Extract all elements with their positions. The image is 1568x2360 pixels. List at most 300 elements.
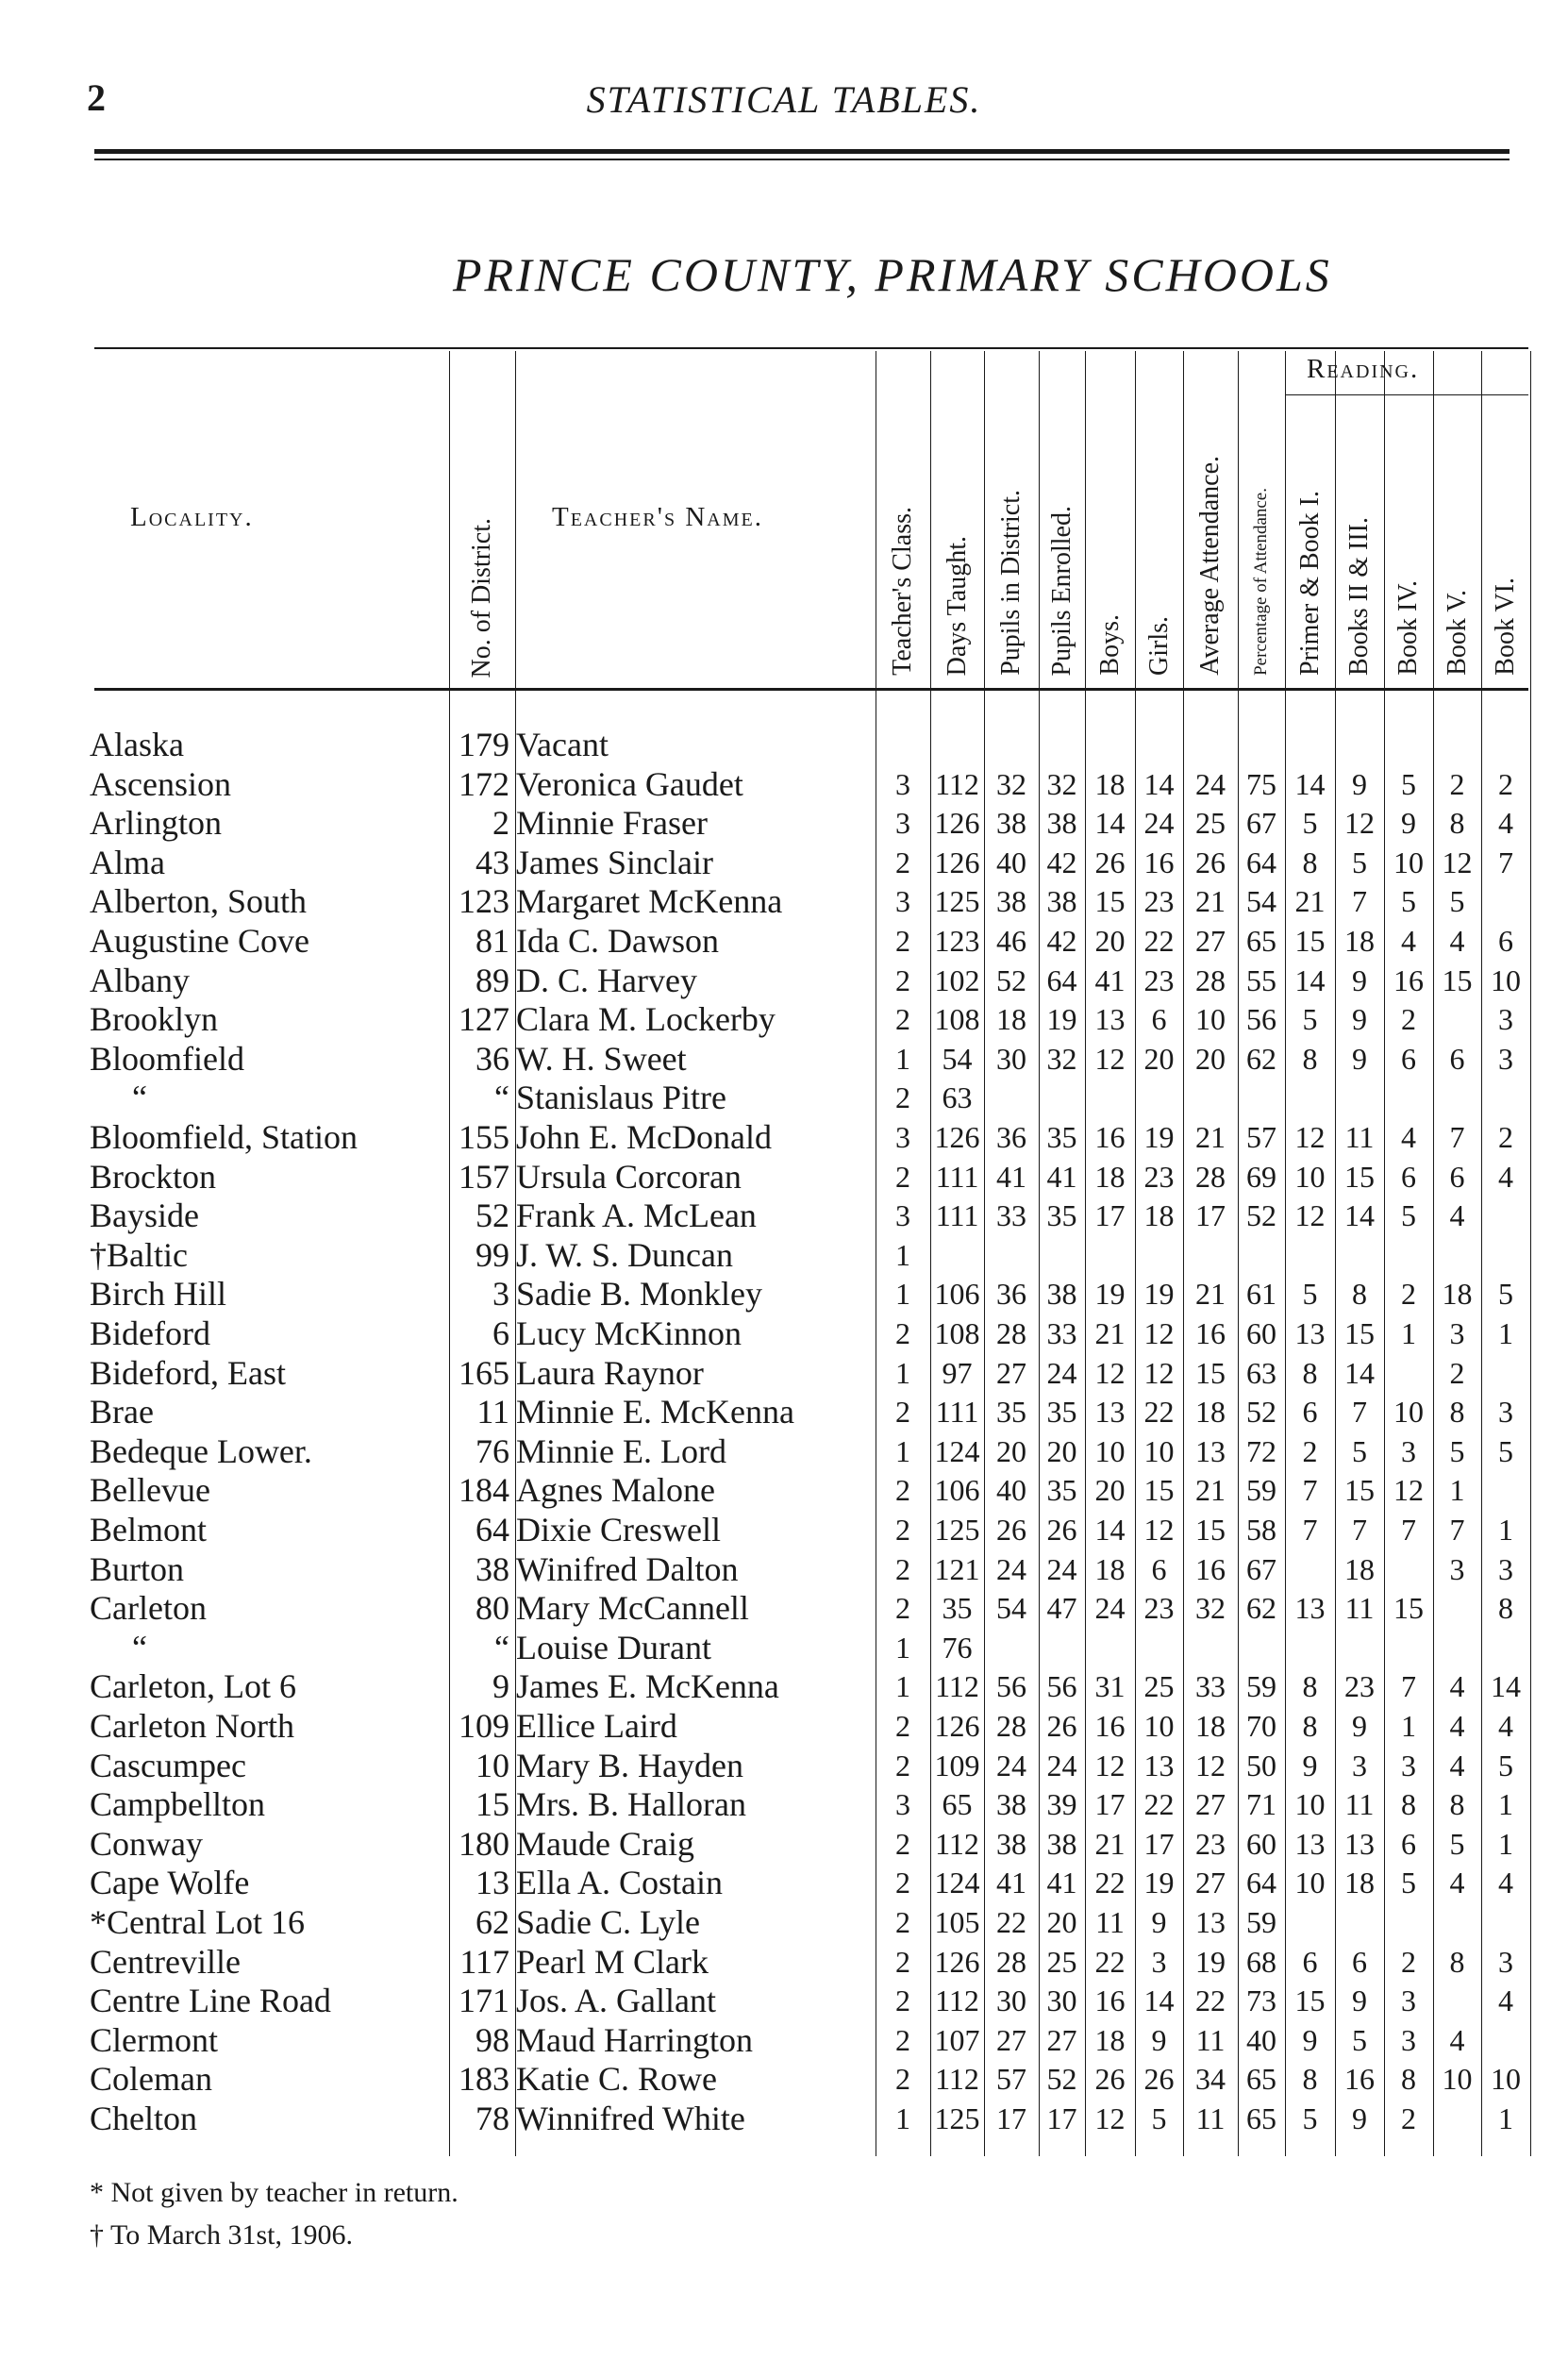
value-cell: 41 <box>1094 962 1126 997</box>
value-cell: 105 <box>934 1905 980 1939</box>
value-cell: 4 <box>1449 1669 1465 1704</box>
value-cell: 21 <box>1294 884 1326 919</box>
value-cell: 26 <box>1094 2062 1126 2097</box>
value-cell: 17 <box>1143 1826 1175 1861</box>
value-cell: 15 <box>1195 1513 1226 1547</box>
teacher-name-cell: Minnie Fraser <box>516 804 708 843</box>
table-row <box>0 765 1568 805</box>
header-col-12: Book VI. <box>1491 577 1520 676</box>
value-cell: 22 <box>996 1905 1026 1939</box>
locality-cell: Bellevue <box>90 1471 210 1510</box>
teacher-name-cell: Ursula Corcoran <box>516 1157 742 1196</box>
value-cell: 10 <box>1393 845 1424 879</box>
value-cell: 8 <box>1449 1395 1465 1430</box>
teacher-name-cell: Maud Harrington <box>516 2020 753 2059</box>
value-cell: 26 <box>1143 2062 1175 2097</box>
district-cell: 165 <box>459 1353 509 1392</box>
value-cell: 3 <box>1401 1748 1416 1783</box>
locality-cell: Carleton, Lot 6 <box>90 1667 296 1706</box>
value-cell: 19 <box>1143 1277 1175 1312</box>
district-cell: “ <box>494 1079 509 1117</box>
value-cell: 3 <box>1401 1433 1416 1468</box>
teacher-name-cell: W. H. Sweet <box>516 1039 687 1078</box>
value-cell: 21 <box>1094 1826 1126 1861</box>
locality-cell: Albany <box>90 961 190 999</box>
locality-cell: Carleton North <box>90 1707 294 1745</box>
value-cell: 40 <box>996 1473 1026 1508</box>
value-cell: 16 <box>1094 1709 1126 1743</box>
value-cell: 32 <box>996 766 1026 801</box>
header-col-11: Book V. <box>1442 590 1472 676</box>
value-cell: 28 <box>996 1709 1026 1743</box>
value-cell: 30 <box>1046 1983 1077 2018</box>
district-cell: 52 <box>475 1197 509 1235</box>
value-cell: 2 <box>895 924 910 958</box>
locality-cell: Bideford, East <box>90 1353 286 1392</box>
district-cell: 123 <box>459 882 509 921</box>
value-cell: 3 <box>1401 2022 1416 2057</box>
locality-cell: Conway <box>90 1824 203 1863</box>
value-cell: 1 <box>1498 1826 1513 1861</box>
table-row <box>0 2100 1568 2139</box>
value-cell: 5 <box>1302 1277 1318 1312</box>
value-cell: 24 <box>1143 806 1175 841</box>
value-cell: 7 <box>1401 1513 1416 1547</box>
value-cell: 4 <box>1498 1709 1513 1743</box>
table-row <box>0 1589 1568 1629</box>
district-cell: “ <box>494 1628 509 1666</box>
value-cell: 14 <box>1143 766 1175 801</box>
teacher-name-cell: J. W. S. Duncan <box>516 1235 734 1274</box>
value-cell: 5 <box>1401 1198 1416 1233</box>
value-cell: 12 <box>1393 1473 1424 1508</box>
value-cell: 42 <box>1046 924 1077 958</box>
value-cell: 12 <box>1143 1513 1175 1547</box>
top-rule-thin <box>94 159 1510 160</box>
value-cell: 22 <box>1094 1944 1126 1979</box>
locality-cell: Clermont <box>90 2020 218 2059</box>
value-cell: 15 <box>1294 924 1326 958</box>
value-cell: 13 <box>1294 1826 1326 1861</box>
locality-cell: Alma <box>90 843 165 881</box>
value-cell: 19 <box>1195 1944 1226 1979</box>
value-cell: 2 <box>895 1591 910 1626</box>
value-cell: 9 <box>1302 2022 1318 2057</box>
value-cell: 70 <box>1246 1709 1276 1743</box>
value-cell: 39 <box>1046 1787 1077 1822</box>
district-cell: 36 <box>475 1039 509 1078</box>
value-cell: 9 <box>1352 766 1367 801</box>
table-row <box>0 1747 1568 1786</box>
value-cell: 125 <box>934 884 980 919</box>
value-cell: 23 <box>1143 884 1175 919</box>
value-cell: 111 <box>935 1198 979 1233</box>
value-cell: 5 <box>1498 1748 1513 1783</box>
table-row <box>0 726 1568 765</box>
table-row <box>0 1825 1568 1865</box>
value-cell: 50 <box>1246 1748 1276 1783</box>
value-cell: 3 <box>895 1120 910 1154</box>
value-cell: 8 <box>1302 1355 1318 1390</box>
value-cell: 15 <box>1294 1983 1326 2018</box>
district-cell: 180 <box>459 1824 509 1863</box>
district-cell: 2 <box>492 804 509 843</box>
value-cell: 24 <box>1046 1355 1077 1390</box>
value-cell: 12 <box>1094 1041 1126 1076</box>
value-cell: 22 <box>1143 924 1175 958</box>
locality-cell: Birch Hill <box>90 1275 226 1314</box>
value-cell: 12 <box>1143 1316 1175 1350</box>
value-cell: 8 <box>1449 806 1465 841</box>
value-cell: 8 <box>1352 1277 1367 1312</box>
value-cell: 65 <box>942 1787 973 1822</box>
value-cell: 19 <box>1046 1002 1077 1037</box>
value-cell: 18 <box>996 1002 1026 1037</box>
district-cell: 80 <box>475 1589 509 1628</box>
district-cell: 127 <box>459 1000 509 1039</box>
table-row <box>0 1236 1568 1276</box>
teacher-name-cell: Mary B. Hayden <box>516 1746 743 1784</box>
teacher-name-cell: Jos. A. Gallant <box>516 1982 716 2020</box>
value-cell: 2 <box>895 1866 910 1900</box>
value-cell: 27 <box>1046 2022 1077 2057</box>
value-cell: 60 <box>1246 1826 1276 1861</box>
value-cell: 2 <box>895 1002 910 1037</box>
value-cell: 16 <box>1094 1983 1126 2018</box>
value-cell: 14 <box>1094 806 1126 841</box>
value-cell: 126 <box>934 806 980 841</box>
teacher-name-cell: Pearl M Clark <box>516 1942 709 1981</box>
value-cell: 35 <box>1046 1120 1077 1154</box>
district-cell: 157 <box>459 1157 509 1196</box>
value-cell: 2 <box>895 1551 910 1586</box>
value-cell: 28 <box>1195 962 1226 997</box>
table-row <box>0 1785 1568 1825</box>
value-cell: 112 <box>935 1983 979 2018</box>
value-cell: 108 <box>934 1002 980 1037</box>
value-cell: 13 <box>1344 1826 1375 1861</box>
value-cell: 15 <box>1195 1355 1226 1390</box>
value-cell: 23 <box>1195 1826 1226 1861</box>
value-cell: 56 <box>996 1669 1026 1704</box>
header-reading: Reading. <box>1307 354 1420 384</box>
value-cell: 24 <box>1046 1748 1077 1783</box>
value-cell: 8 <box>1401 2062 1416 2097</box>
header-col-5: Girls. <box>1143 616 1174 676</box>
value-cell: 64 <box>1246 845 1276 879</box>
value-cell: 18 <box>1344 1551 1375 1586</box>
value-cell: 7 <box>1352 1395 1367 1430</box>
district-cell: 78 <box>475 2100 509 2137</box>
value-cell: 3 <box>1498 1551 1513 1586</box>
table-row <box>0 1118 1568 1158</box>
value-cell: 125 <box>934 1513 980 1547</box>
teacher-name-cell: Ellice Laird <box>516 1707 677 1745</box>
locality-cell: Bideford <box>90 1314 210 1352</box>
teacher-name-cell: Winnifred White <box>516 2100 745 2137</box>
value-cell: 9 <box>1151 2022 1167 2057</box>
value-cell: 24 <box>1046 1551 1077 1586</box>
header-col-wrap <box>1335 401 1384 681</box>
locality-cell: Bedeque Lower. <box>90 1431 312 1470</box>
value-cell: 12 <box>1094 1355 1126 1390</box>
table-row <box>0 844 1568 883</box>
value-cell: 21 <box>1195 1473 1226 1508</box>
value-cell: 126 <box>934 1120 980 1154</box>
value-cell: 35 <box>1046 1395 1077 1430</box>
value-cell: 22 <box>1143 1395 1175 1430</box>
header-col-0: Teacher's Class. <box>888 507 917 676</box>
value-cell: 126 <box>934 1709 980 1743</box>
value-cell: 38 <box>996 884 1026 919</box>
value-cell: 54 <box>1246 884 1276 919</box>
value-cell: 106 <box>934 1473 980 1508</box>
value-cell: 111 <box>935 1159 979 1194</box>
value-cell: 32 <box>1046 766 1077 801</box>
locality-cell: Belmont <box>90 1511 207 1548</box>
table-row <box>0 2060 1568 2100</box>
value-cell: 5 <box>1352 2022 1367 2057</box>
table-row <box>0 1629 1568 1668</box>
value-cell: 27 <box>1195 1866 1226 1900</box>
value-cell: 1 <box>1498 2101 1513 2135</box>
header-locality: Locality. <box>130 502 254 532</box>
locality-cell: “ <box>132 1079 147 1117</box>
value-cell: 33 <box>996 1198 1026 1233</box>
district-cell: 172 <box>459 764 509 803</box>
locality-cell: Burton <box>90 1549 185 1588</box>
value-cell: 5 <box>1498 1433 1513 1468</box>
value-cell: 10 <box>1143 1709 1175 1743</box>
value-cell: 15 <box>1143 1473 1175 1508</box>
value-cell: 111 <box>935 1395 979 1430</box>
value-cell: 10 <box>1094 1433 1126 1468</box>
teacher-name-cell: James Sinclair <box>516 843 713 881</box>
header-col-wrap <box>1481 401 1530 681</box>
value-cell: 17 <box>1046 2101 1077 2135</box>
value-cell: 11 <box>1195 2101 1226 2135</box>
teacher-name-cell: Agnes Malone <box>516 1471 715 1510</box>
value-cell: 7 <box>1449 1513 1465 1547</box>
value-cell: 62 <box>1246 1041 1276 1076</box>
value-cell: 6 <box>1498 924 1513 958</box>
teacher-name-cell: Ella A. Costain <box>516 1864 723 1902</box>
value-cell: 102 <box>934 962 980 997</box>
value-cell: 97 <box>942 1355 973 1390</box>
value-cell: 5 <box>1498 1277 1513 1312</box>
value-cell: 12 <box>1143 1355 1175 1390</box>
district-cell: 171 <box>459 1982 509 2020</box>
value-cell: 57 <box>1246 1120 1276 1154</box>
value-cell: 25 <box>1143 1669 1175 1704</box>
value-cell: 13 <box>1094 1002 1126 1037</box>
teacher-name-cell: John E. McDonald <box>516 1118 772 1156</box>
value-cell: 25 <box>1195 806 1226 841</box>
value-cell: 59 <box>1246 1905 1276 1939</box>
value-cell: 75 <box>1246 766 1276 801</box>
value-cell: 4 <box>1449 924 1465 958</box>
value-cell: 69 <box>1246 1159 1276 1194</box>
value-cell: 64 <box>1246 1866 1276 1900</box>
value-cell: 2 <box>895 962 910 997</box>
value-cell: 41 <box>1046 1866 1077 1900</box>
value-cell: 1 <box>895 1433 910 1468</box>
value-cell: 64 <box>1046 962 1077 997</box>
value-cell: 2 <box>1449 766 1465 801</box>
value-cell: 18 <box>1143 1198 1175 1233</box>
locality-cell: Brockton <box>90 1157 216 1196</box>
value-cell: 123 <box>934 924 980 958</box>
header-col-wrap <box>930 363 984 681</box>
value-cell: 1 <box>1401 1709 1416 1743</box>
value-cell: 8 <box>1302 1669 1318 1704</box>
value-cell: 2 <box>895 1826 910 1861</box>
value-cell: 6 <box>1401 1826 1416 1861</box>
value-cell: 5 <box>1449 1433 1465 1468</box>
value-cell: 4 <box>1449 1709 1465 1743</box>
teacher-name-cell: Laura Raynor <box>516 1353 704 1392</box>
value-cell: 36 <box>996 1120 1026 1154</box>
header-col-7: Percentage of Attendance. <box>1251 488 1271 676</box>
value-cell: 28 <box>996 1944 1026 1979</box>
value-cell: 6 <box>1449 1159 1465 1194</box>
value-cell: 38 <box>996 806 1026 841</box>
value-cell: 23 <box>1143 962 1175 997</box>
value-cell: 121 <box>934 1551 980 1586</box>
district-cell: 10 <box>475 1746 509 1784</box>
value-cell: 20 <box>1195 1041 1226 1076</box>
value-cell: 4 <box>1498 806 1513 841</box>
value-cell: 23 <box>1143 1591 1175 1626</box>
value-cell: 17 <box>996 2101 1026 2135</box>
value-cell: 14 <box>1094 1513 1126 1547</box>
reading-underline <box>1285 394 1528 395</box>
table-row <box>0 1943 1568 1983</box>
value-cell: 3 <box>895 1787 910 1822</box>
value-cell: 124 <box>934 1433 980 1468</box>
value-cell: 35 <box>942 1591 973 1626</box>
value-cell: 27 <box>1195 924 1226 958</box>
value-cell: 108 <box>934 1316 980 1350</box>
value-cell: 126 <box>934 845 980 879</box>
value-cell: 18 <box>1094 1159 1126 1194</box>
table-row <box>0 922 1568 962</box>
value-cell: 20 <box>1143 1041 1175 1076</box>
value-cell: 9 <box>1352 1041 1367 1076</box>
value-cell: 26 <box>1094 845 1126 879</box>
value-cell: 68 <box>1246 1944 1276 1979</box>
header-col-10: Book IV. <box>1393 580 1423 676</box>
teacher-name-cell: Winifred Dalton <box>516 1549 739 1588</box>
value-cell: 8 <box>1449 1787 1465 1822</box>
value-cell: 10 <box>1491 962 1521 997</box>
header-col-wrap <box>1039 363 1085 681</box>
value-cell: 3 <box>1498 1041 1513 1076</box>
value-cell: 36 <box>996 1277 1026 1312</box>
value-cell: 5 <box>1302 1002 1318 1037</box>
value-cell: 2 <box>895 1473 910 1508</box>
locality-cell: Brooklyn <box>90 1000 219 1039</box>
value-cell: 11 <box>1344 1591 1375 1626</box>
district-cell: 43 <box>475 843 509 881</box>
value-cell: 2 <box>895 2022 910 2057</box>
value-cell: 18 <box>1094 1551 1126 1586</box>
value-cell: 26 <box>1046 1513 1077 1547</box>
value-cell: 3 <box>1449 1316 1465 1350</box>
value-cell: 112 <box>935 766 979 801</box>
teacher-name-cell: Katie C. Rowe <box>516 2060 717 2099</box>
teacher-name-cell: Minnie E. Lord <box>516 1431 726 1470</box>
value-cell: 10 <box>1294 1159 1326 1194</box>
value-cell: 7 <box>1352 1513 1367 1547</box>
table-row <box>0 1000 1568 1040</box>
value-cell: 10 <box>1491 2062 1521 2097</box>
locality-cell: Chelton <box>90 2100 197 2137</box>
value-cell: 22 <box>1195 1983 1226 2018</box>
value-cell: 3 <box>1151 1944 1167 1979</box>
value-cell: 12 <box>1294 1120 1326 1154</box>
district-cell: 184 <box>459 1471 509 1510</box>
locality-cell: Coleman <box>90 2060 212 2099</box>
value-cell: 16 <box>1195 1316 1226 1350</box>
value-cell: 22 <box>1143 1787 1175 1822</box>
district-cell: 179 <box>459 726 509 763</box>
locality-cell: Arlington <box>90 804 222 843</box>
value-cell: 14 <box>1491 1669 1521 1704</box>
table-row <box>0 1079 1568 1118</box>
header-col-4: Boys. <box>1094 614 1125 676</box>
value-cell: 8 <box>1449 1944 1465 1979</box>
value-cell: 58 <box>1246 1513 1276 1547</box>
teacher-name-cell: Sadie C. Lyle <box>516 1903 700 1941</box>
value-cell: 8 <box>1302 1041 1318 1076</box>
value-cell: 12 <box>1442 845 1473 879</box>
value-cell: 112 <box>935 2062 979 2097</box>
value-cell: 3 <box>1401 1983 1416 2018</box>
value-cell: 7 <box>1352 884 1367 919</box>
value-cell: 19 <box>1143 1866 1175 1900</box>
value-cell: 7 <box>1498 845 1513 879</box>
value-cell: 126 <box>934 1944 980 1979</box>
value-cell: 2 <box>1302 1433 1318 1468</box>
value-cell: 21 <box>1195 1120 1226 1154</box>
teacher-name-cell: Mary McCannell <box>516 1589 749 1628</box>
value-cell: 63 <box>1246 1355 1276 1390</box>
value-cell: 52 <box>1246 1395 1276 1430</box>
value-cell: 107 <box>934 2022 980 2057</box>
table-row <box>0 1511 1568 1550</box>
value-cell: 26 <box>996 1513 1026 1547</box>
value-cell: 15 <box>1094 884 1126 919</box>
value-cell: 4 <box>1498 1983 1513 2018</box>
locality-cell: Brae <box>90 1393 154 1431</box>
teacher-name-cell: Sadie B. Monkley <box>516 1275 762 1314</box>
value-cell: 16 <box>1393 962 1424 997</box>
teacher-name-cell: Louise Durant <box>516 1628 711 1666</box>
value-cell: 16 <box>1143 845 1175 879</box>
table-row <box>0 1275 1568 1314</box>
locality-cell: Augustine Cove <box>90 922 309 960</box>
value-cell: 40 <box>1246 2022 1276 2057</box>
value-cell: 9 <box>1302 1748 1318 1783</box>
table-row <box>0 1314 1568 1354</box>
value-cell: 4 <box>1449 1748 1465 1783</box>
value-cell: 10 <box>1393 1395 1424 1430</box>
value-cell: 5 <box>1449 1826 1465 1861</box>
footnote-2: † To March 31st, 1906. <box>90 2219 353 2251</box>
header-col-wrap <box>1285 401 1335 681</box>
value-cell: 60 <box>1246 1316 1276 1350</box>
